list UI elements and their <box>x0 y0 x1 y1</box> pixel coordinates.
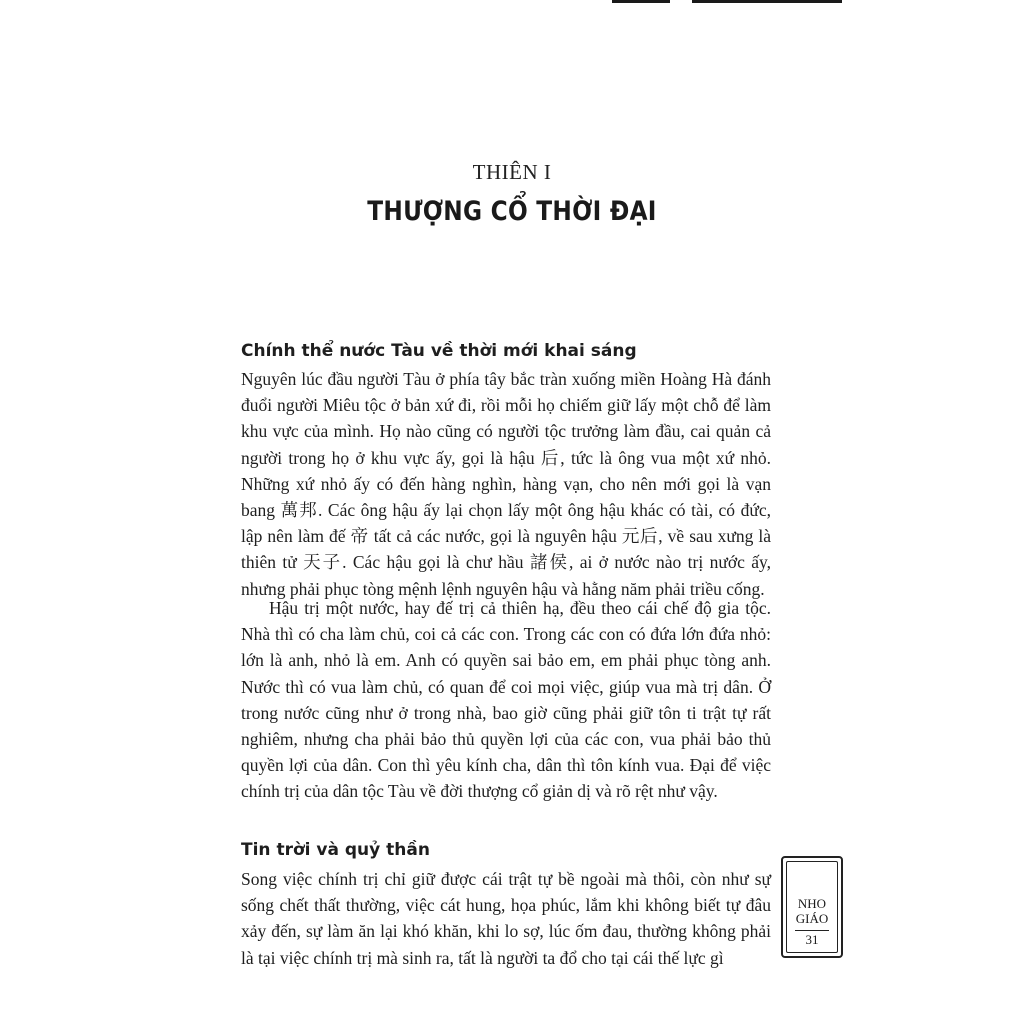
paragraph-text: Nguyên lúc đầu người Tàu ở phía tây bắc tràn xuống miền Hoàng Hà đánh đuổi người Miêu tộc ở bản xứ đi, rồi mỗi họ chiếm giữ lấy một chỗ để làm khu vực của mình. Họ nào cũng có người tộc trưởng làm đầu, cai quản cả người trong họ ở khu vực ấy, gọi là hậu 后, tức là ông vua một xứ nhỏ. Những xứ nhỏ ấy có đến hàng nghìn, hàng vạn, cho nên mới gọi là vạn bang 萬邦. Các ông hậu ấy lại chọn lấy một ông hậu khác có tài, có đức, lập nên làm đế 帝 tất cả các nước, gọi là nguyên hậu 元后, về sau xưng là thiên tử 天子. Các hậu gọi là chư hầu 諸侯, ai ở nước nào trị nước ấy, nhưng phải phục tòng mệnh lệnh nguyên hậu và hằng năm phải triều cống. <box>241 369 771 599</box>
top-edge-mark <box>692 0 842 3</box>
paragraph-text: Hậu trị một nước, hay đế trị cả thiên hạ, đều theo cái chế độ gia tộc. Nhà thì có cha làm chủ, coi cả các con. Trong các con có đứa lớn đứa nhỏ: lớn là anh, nhỏ là em. Anh có quyền sai bảo em, em phải phục tòng anh. Nước thì có vua làm chủ, có quan để coi mọi việc, giúp vua mà trị dân. Ở trong nước cũng như ở trong nhà, bao giờ cũng phải giữ tôn ti trật tự rất nghiêm, nhưng cha phải bảo thủ quyền lợi của các con, vua phải bảo thủ quyền lợi của dân. Con thì yêu kính cha, dân thì tôn kính vua. Đại để việc chính trị của dân tộc Tàu về đời thượng cổ giản dị và rõ rệt như vậy. <box>241 598 771 802</box>
chapter-label: THIÊN I <box>472 160 552 184</box>
page-number: 31 <box>805 932 819 947</box>
tab-label-line: NHO <box>797 896 827 911</box>
paragraph-text: Song việc chính trị chỉ giữ được cái trật tự bề ngoài mà thôi, còn như sự sống chết thất thường, việc cát hung, họa phúc, lắm khi không biết tự đâu xảy đến, sự làm ăn lại khó khăn, khi lo sợ, lúc ốm đau, thường không phải là tại việc chính trị mà sinh ra, tất là người ta đổ cho tại cái thế lực gì <box>241 869 771 968</box>
section-heading: Chính thể nước Tàu về thời mới khai sáng <box>241 341 637 361</box>
page-tab <box>781 856 843 958</box>
section-heading: Tin trời và quỷ thần <box>241 840 430 860</box>
tab-label-line: GIÁO <box>795 911 829 926</box>
paragraph <box>241 595 771 805</box>
paragraph <box>241 366 771 602</box>
paragraph <box>241 866 771 971</box>
book-title-tab <box>783 896 841 926</box>
chapter-title: THƯỢNG CỔ THỜI ĐẠI <box>367 196 657 227</box>
tab-divider <box>795 930 829 931</box>
top-edge-mark <box>612 0 670 3</box>
